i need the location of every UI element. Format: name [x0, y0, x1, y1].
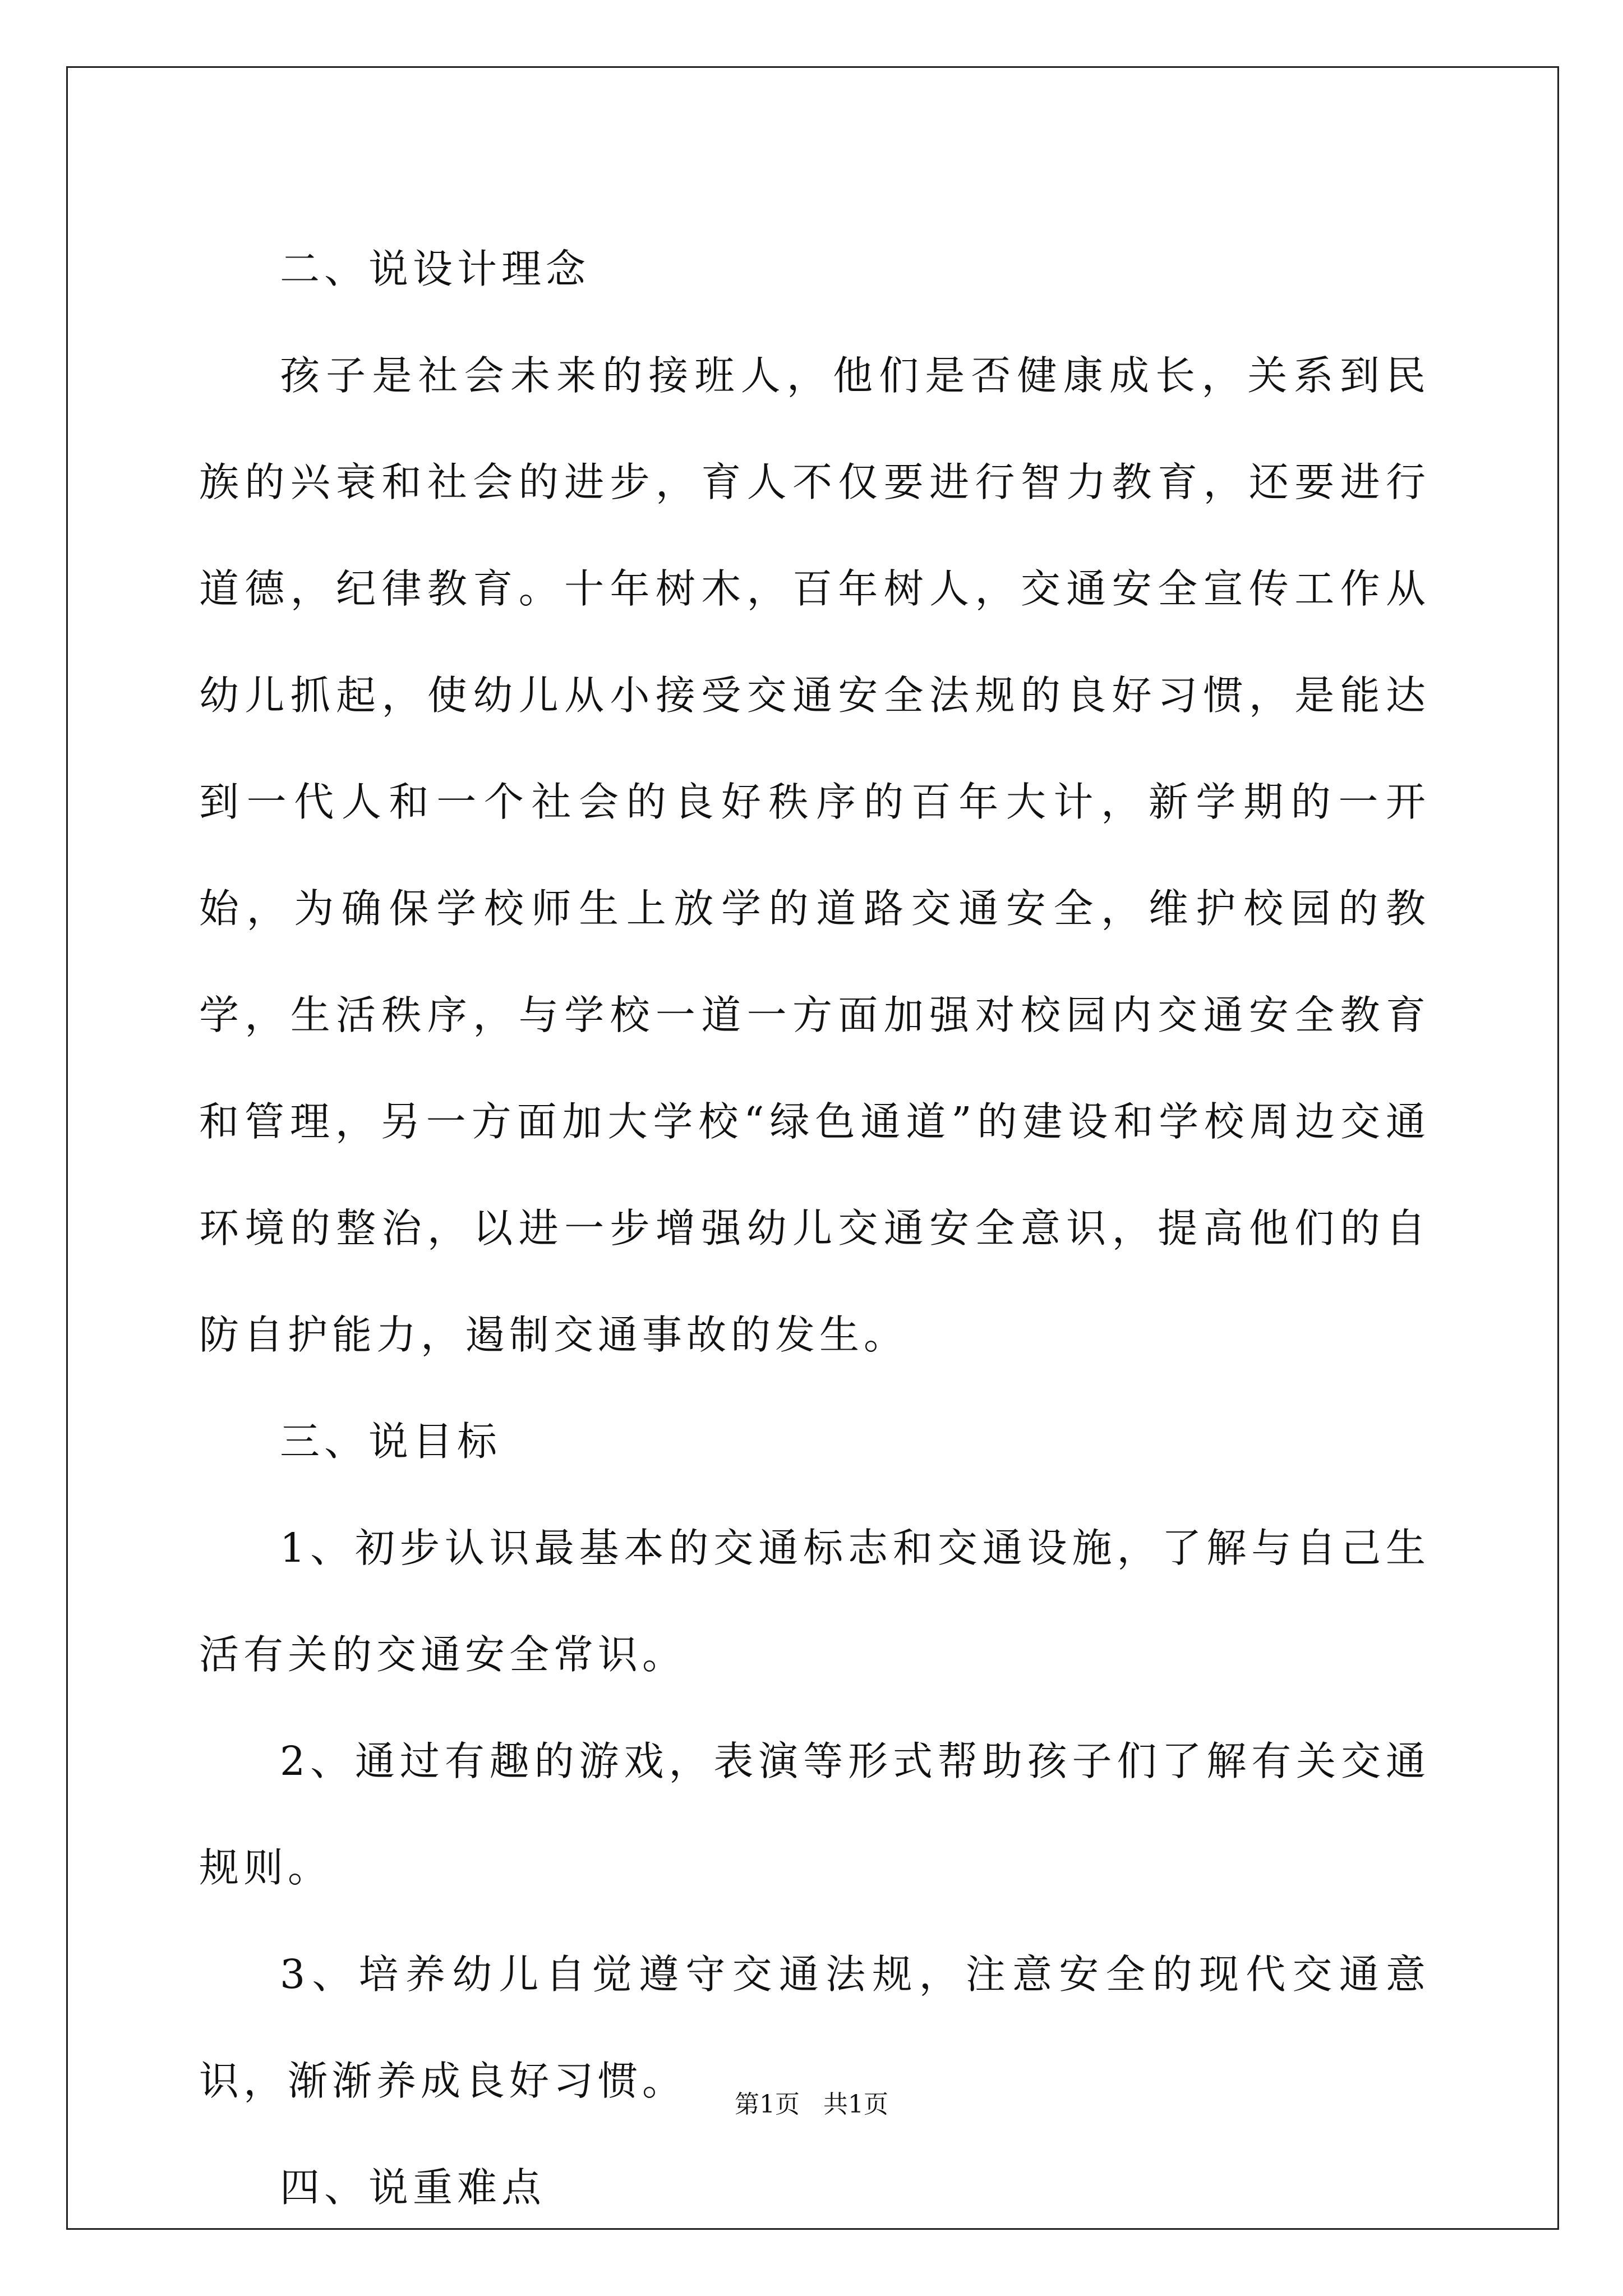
page-number-current: 第1页	[735, 2090, 800, 2119]
document-body	[199, 216, 1430, 2241]
goal-item-3: 3、培养幼儿自觉遵守交通法规，注意安全的现代交通意识，渐渐养成良好习惯。	[199, 1951, 1430, 2104]
goal-item-1: 1、初步认识最基本的交通标志和交通设施，了解与自己生活有关的交通安全常识。	[199, 1525, 1430, 1678]
section-heading-key-points: 四、说重难点	[280, 2164, 546, 2211]
page-number-total: 共1页	[823, 2090, 888, 2119]
page-footer	[0, 2084, 1623, 2120]
paragraph-design-concept: 孩子是社会未来的接班人，他们是否健康成长，关系到民族的兴衰和社会的进步，育人不仅要进行智力教育，还要进行道德，纪律教育。十年树木，百年树人，交通安全宣传工作从幼儿抓起，使幼儿从小接受交通安全法规的良好习惯，是能达到一代人和一个社会的良好秩序的百年大计，新学期的一开始，为确保学校师生上放学的道路交通安全，维护校园的教学，生活秩序，与学校一道一方面加强对校园内交通安全教育和管理，另一方面加大学校“绿色通道”的建设和学校周边交通环境的整治，以进一步增强幼儿交通安全意识，提高他们的自防自护能力，遏制交通事故的发生。	[199, 352, 1430, 1358]
section-heading-goals: 三、说目标	[280, 1418, 502, 1465]
section-heading-design-concept: 二、说设计理念	[280, 246, 591, 292]
goal-item-2: 2、通过有趣的游戏，表演等形式帮助孩子们了解有关交通规则。	[199, 1738, 1430, 1891]
